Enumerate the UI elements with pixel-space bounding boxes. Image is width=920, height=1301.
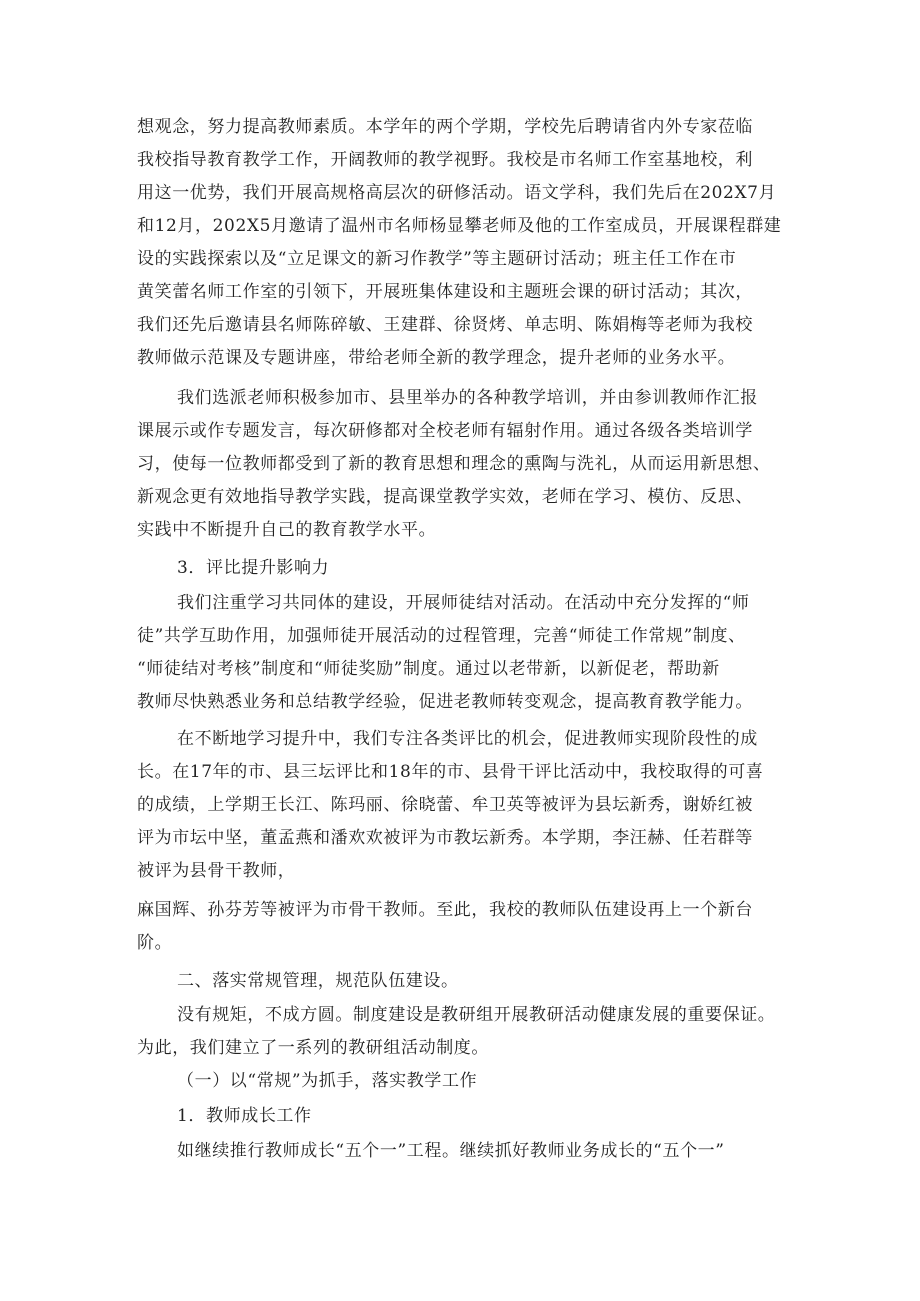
text-line: 我们注重学习共同体的建设，开展师徒结对活动。在活动中充分发挥的“师 [177,593,750,613]
section-heading: 3．评比提升影响力 [177,558,330,578]
text-line: 课展示或作专题发言，每次研修都对全校老师有辐射作用。通过各级各类培训学 [137,421,753,441]
text-line: 麻国辉、孙芬芳等被评为市骨干教师。至此，我校的教师队伍建设再上一个新台 [137,900,753,920]
text-line: 评为市坛中坚，董孟燕和潘欢欢被评为市教坛新秀。本学期，李汪赫、任若群等 [137,828,753,848]
text-line: 新观念更有效地指导教学实践，提高课堂教学实效，老师在学习、模仿、反思、 [137,487,753,507]
text-line: 用这一优势，我们开展高规格高层次的研修活动。语文学科，我们先后在202X7月 [137,183,777,203]
section-heading: 二、落实常规管理，规范队伍建设。 [177,971,459,991]
text-line: 我们还先后邀请县名师陈碎敏、王建群、徐贤烤、单志明、陈娟梅等老师为我校 [137,315,753,335]
text-line: 被评为县骨干教师， [137,861,296,881]
text-line: “师徒结对考核”制度和“师徒奖励”制度。通过以老带新，以新促老，帮助新 [137,659,720,679]
text-line: 和12月，202X5月邀请了温州市名师杨显攀老师及他的工作室成员，开展课程群建 [137,216,782,236]
text-line: 阶。 [137,933,173,953]
text-line: 的成绩，上学期王长江、陈玛丽、徐晓蕾、牟卫英等被评为县坛新秀，谢娇红被 [137,795,753,815]
text-line: 想观念，努力提高教师素质。本学年的两个学期，学校先后聘请省内外专家莅临 [137,117,753,137]
text-line: 没有规矩，不成方圆。制度建设是教研组开展教研活动健康发展的重要保证。 [177,1005,776,1025]
text-line: 我们选派老师积极参加市、县里举办的各种教学培训，并由参训教师作汇报 [177,388,758,408]
text-line: 习，使每一位教师都受到了新的教育思想和理念的熏陶与洗礼，从而运用新思想、 [137,454,771,474]
text-line: 我校指导教育教学工作，开阔教师的教学视野。我校是市名师工作室基地校，利 [137,150,753,170]
text-line: 为此，我们建立了一系列的教研组活动制度。 [137,1038,489,1058]
subsection-heading: （一）以“常规”为抓手，落实教学工作 [177,1071,478,1091]
text-line: 如继续推行教师成长“五个一”工程。继续抓好教师业务成长的“五个一” [177,1141,725,1161]
text-line: 在不断地学习提升中，我们专注各类评比的机会，促进教师实现阶段性的成 [177,729,758,749]
text-line: 实践中不断提升自己的教育教学水平。 [137,520,437,540]
text-line: 教师尽快熟悉业务和总结教学经验，促进老教师转变观念，提高教育教学能力。 [137,692,753,712]
text-line: 徒”共学互助作用，加强师徒开展活动的过程管理，完善“师徒工作常规”制度、 [137,626,746,646]
text-line: 长。在17年的市、县三坛评比和18年的市、县骨干评比活动中，我校取得的可喜 [137,762,764,782]
text-line: 黄笑蕾名师工作室的引领下，开展班集体建设和主题班会课的研讨活动；其次， [137,282,753,302]
text-line: 教师做示范课及专题讲座，带给老师全新的教学理念，提升老师的业务水平。 [137,348,736,368]
subsection-heading: 1．教师成长工作 [177,1106,312,1126]
text-line: 设的实践探索以及“立足课文的新习作教学”等主题研讨活动；班主任工作在市 [137,249,737,269]
